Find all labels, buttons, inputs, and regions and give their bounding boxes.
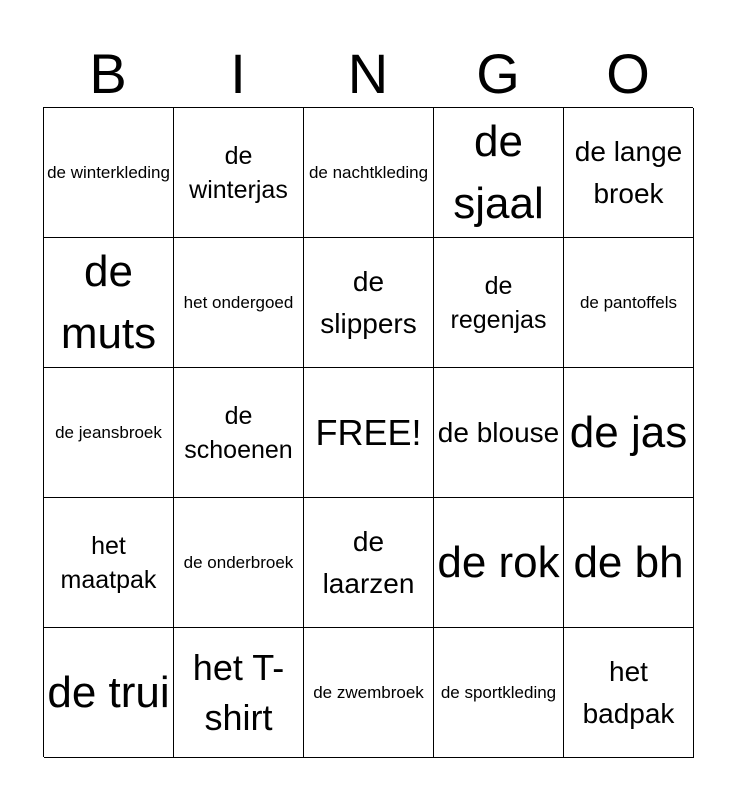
cell-text: de bh	[573, 537, 684, 587]
cell-text: de slippers	[320, 265, 417, 339]
bingo-cell[interactable]	[44, 368, 174, 498]
cell-text: het badpak	[582, 655, 675, 729]
header-letter-g: G	[476, 42, 520, 105]
header-letter-b: B	[89, 42, 127, 105]
bingo-cell[interactable]	[304, 108, 434, 238]
bingo-cell[interactable]	[434, 498, 564, 628]
cell-text: de muts	[60, 246, 157, 358]
bingo-card	[43, 107, 693, 757]
bingo-cell[interactable]	[174, 108, 304, 238]
cell-text: de jeansbroek	[55, 422, 162, 442]
bingo-cell[interactable]	[564, 238, 694, 368]
cell-text: het T-shirt	[192, 646, 285, 738]
cell-text: de nachtkleding	[308, 162, 429, 182]
cell-text: de sjaal	[453, 116, 544, 228]
bingo-cell[interactable]	[434, 108, 564, 238]
cell-text: het ondergoed	[183, 292, 294, 312]
bingo-cell-free[interactable]	[304, 368, 434, 498]
free-space-label: FREE!	[315, 411, 422, 453]
bingo-cell[interactable]	[44, 238, 174, 368]
bingo-cell[interactable]	[304, 498, 434, 628]
bingo-cell[interactable]	[434, 628, 564, 758]
cell-text: de pantoffels	[579, 292, 678, 312]
bingo-cell[interactable]	[304, 628, 434, 758]
cell-text: de trui	[47, 667, 170, 717]
bingo-cell[interactable]	[564, 628, 694, 758]
bingo-cell[interactable]	[174, 628, 304, 758]
cell-text: de winterkleding	[47, 162, 170, 182]
cell-text: de rok	[437, 537, 560, 587]
bingo-cell[interactable]	[564, 368, 694, 498]
header-letter-i: I	[230, 42, 246, 105]
cell-text: de blouse	[437, 416, 560, 448]
cell-text: de zwembroek	[313, 682, 424, 702]
bingo-cell[interactable]	[434, 368, 564, 498]
bingo-cell[interactable]	[564, 498, 694, 628]
bingo-cell[interactable]	[304, 238, 434, 368]
cell-text: de sportkleding	[440, 682, 557, 702]
cell-text: de jas	[569, 407, 688, 457]
bingo-cell[interactable]	[174, 238, 304, 368]
bingo-cell[interactable]	[44, 498, 174, 628]
bingo-cell[interactable]	[44, 108, 174, 238]
cell-text: de onderbroek	[183, 552, 294, 572]
header-letter-o: O	[606, 42, 650, 105]
cell-text: de regenjas	[450, 271, 547, 334]
cell-text: de lange broek	[574, 135, 683, 209]
bingo-cell[interactable]	[174, 368, 304, 498]
cell-text: de laarzen	[322, 525, 415, 599]
bingo-cell[interactable]	[44, 628, 174, 758]
header-letter-n: N	[347, 42, 389, 105]
bingo-cell[interactable]	[174, 498, 304, 628]
cell-text: het maatpak	[60, 531, 157, 594]
bingo-cell[interactable]	[564, 108, 694, 238]
cell-text: de winterjas	[189, 141, 288, 204]
cell-text: de schoenen	[184, 401, 293, 464]
bingo-cell[interactable]	[434, 238, 564, 368]
bingo-header	[43, 40, 693, 108]
